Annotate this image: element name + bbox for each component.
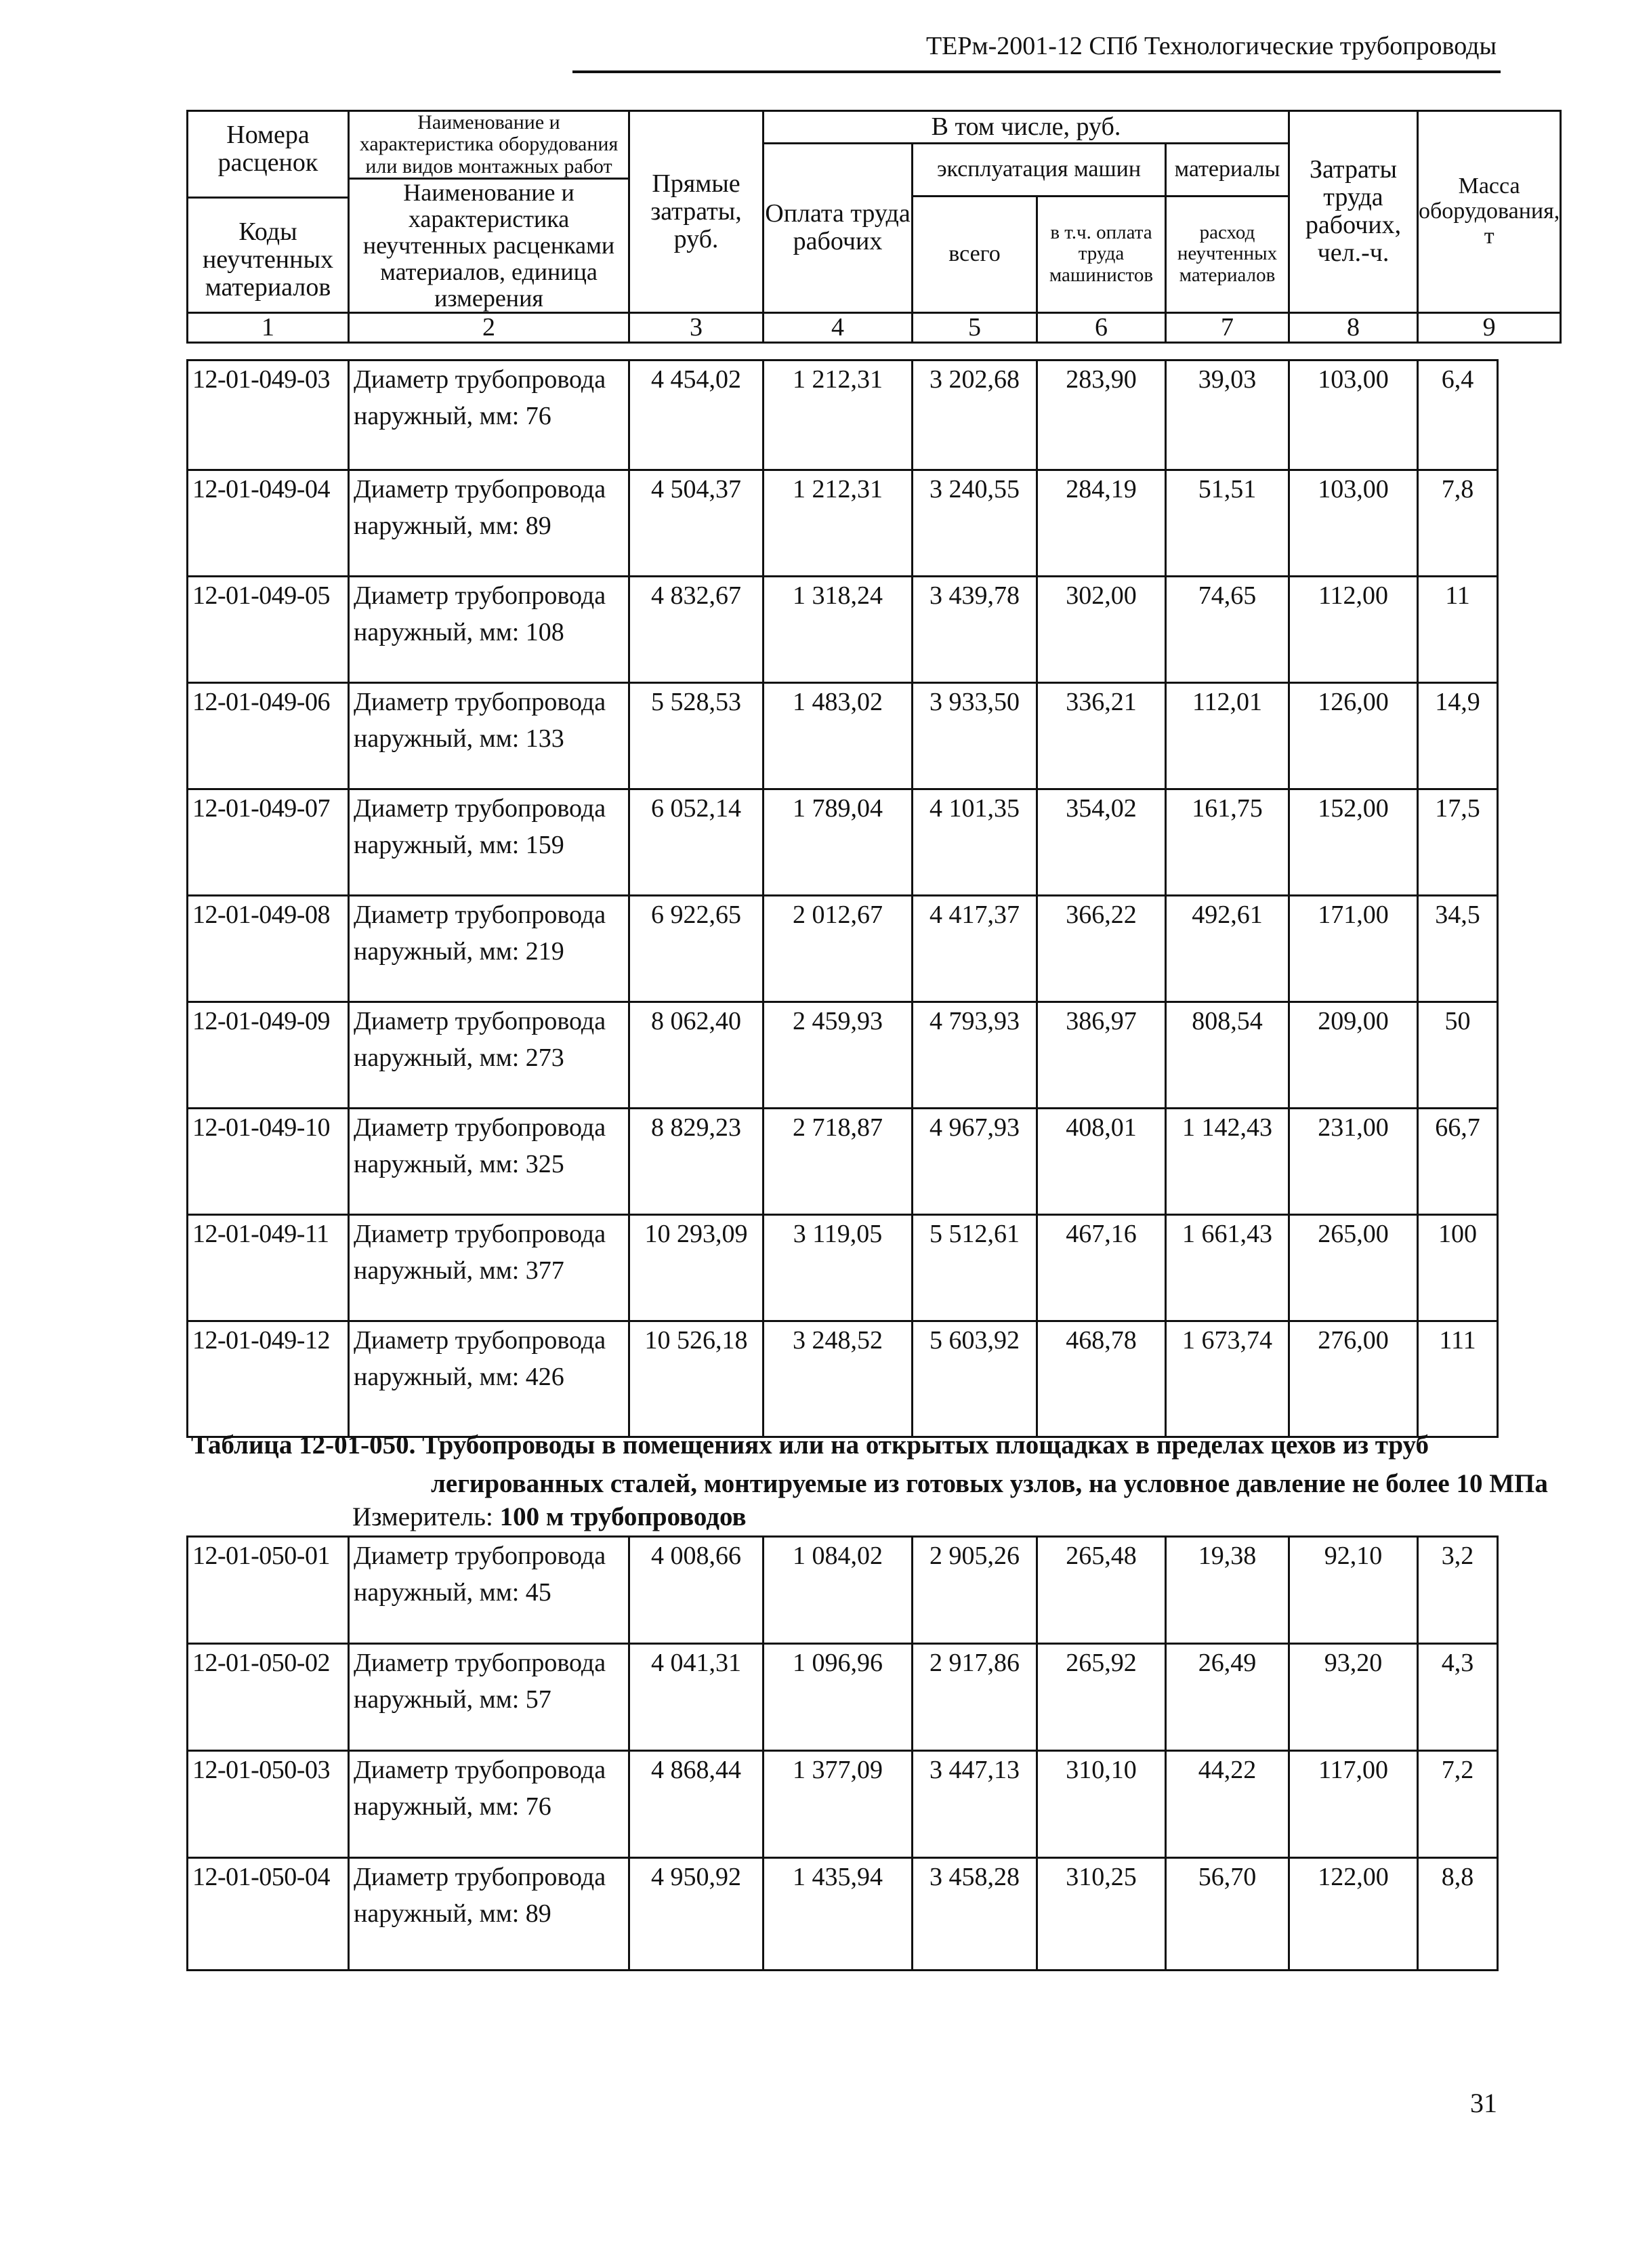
table-row <box>188 1858 1498 1971</box>
materials-cost: 492,61 <box>1166 896 1289 1002</box>
rate-name <box>349 789 629 896</box>
rate-name-line2: наружный, мм: 89 <box>354 1899 551 1928</box>
labor-cost: 1 212,31 <box>764 470 913 577</box>
rate-name <box>349 1644 629 1751</box>
rate-name <box>349 577 629 683</box>
materials-cost: 26,49 <box>1166 1644 1289 1751</box>
materials-cost: 1 673,74 <box>1166 1321 1289 1437</box>
rate-code: 12-01-050-04 <box>188 1858 349 1971</box>
rate-name-line1: Диаметр трубопровода <box>354 1326 606 1355</box>
labor-hours: 209,00 <box>1289 1002 1418 1109</box>
col2-top-label: Наименование и характеристика оборудования или видов монтажных работ <box>359 111 619 178</box>
rate-name-line1: Диаметр трубопровода <box>354 688 606 716</box>
machines-cost: 2 917,86 <box>913 1644 1037 1751</box>
rate-code: 12-01-049-08 <box>188 896 349 1002</box>
equipment-mass: 100 <box>1418 1215 1498 1321</box>
rate-name-line2: наружный, мм: 45 <box>354 1578 551 1607</box>
labor-cost: 1 096,96 <box>764 1644 913 1751</box>
rates-table-050 <box>186 1535 1499 1971</box>
machines-cost: 2 905,26 <box>913 1537 1037 1644</box>
rate-name-line2: наружный, мм: 273 <box>354 1044 564 1072</box>
rate-code: 12-01-049-04 <box>188 470 349 577</box>
col-machines-header: всего <box>913 196 1037 312</box>
table-row <box>188 789 1498 896</box>
direct-cost: 5 528,53 <box>629 683 764 789</box>
machines-cost: 3 458,28 <box>913 1858 1037 1971</box>
rate-code: 12-01-050-02 <box>188 1644 349 1751</box>
col-hours-header: Затраты труда рабочих, чел.-ч. <box>1289 111 1418 313</box>
rate-name <box>349 470 629 577</box>
direct-cost: 10 526,18 <box>629 1321 764 1437</box>
equipment-mass: 8,8 <box>1418 1858 1498 1971</box>
col1-divider <box>187 197 349 199</box>
materials-cost: 44,22 <box>1166 1751 1289 1858</box>
rate-name-line1: Диаметр трубопровода <box>354 1649 606 1677</box>
labor-cost: 1 789,04 <box>764 789 913 896</box>
measure-label: Измеритель: <box>352 1502 493 1531</box>
direct-cost: 8 062,40 <box>629 1002 764 1109</box>
labor-cost: 2 718,87 <box>764 1109 913 1215</box>
group-header: В том числе, руб. <box>764 111 1289 144</box>
direct-cost: 4 868,44 <box>629 1751 764 1858</box>
measure-line <box>352 1502 747 1532</box>
direct-cost: 4 041,31 <box>629 1644 764 1751</box>
rate-name-line1: Диаметр трубопровода <box>354 475 606 503</box>
rate-name <box>349 1109 629 1215</box>
equipment-mass: 50 <box>1418 1002 1498 1109</box>
col-name-header <box>349 111 629 313</box>
labor-hours: 93,20 <box>1289 1644 1418 1751</box>
labor-cost: 1 212,31 <box>764 360 913 470</box>
col-operators-header: в т.ч. оплата труда машинистов <box>1037 196 1166 312</box>
labor-cost: 1 435,94 <box>764 1858 913 1971</box>
col-number: 3 <box>629 312 764 342</box>
direct-cost: 10 293,09 <box>629 1215 764 1321</box>
machines-cost: 3 240,55 <box>913 470 1037 577</box>
materials-cost: 51,51 <box>1166 470 1289 577</box>
col-mass-header: Масса оборудования, т <box>1418 111 1561 313</box>
rate-name-line1: Диаметр трубопровода <box>354 794 606 823</box>
operators-cost: 283,90 <box>1037 360 1166 470</box>
rate-name <box>349 1002 629 1109</box>
labor-cost: 1 483,02 <box>764 683 913 789</box>
rate-name <box>349 360 629 470</box>
materials-cost: 808,54 <box>1166 1002 1289 1109</box>
col-number: 2 <box>349 312 629 342</box>
table-row <box>188 1215 1498 1321</box>
machines-cost: 5 603,92 <box>913 1321 1037 1437</box>
rate-code: 12-01-049-11 <box>188 1215 349 1321</box>
rate-code: 12-01-049-09 <box>188 1002 349 1109</box>
machines-cost: 4 967,93 <box>913 1109 1037 1215</box>
rate-name-line2: наружный, мм: 57 <box>354 1685 551 1714</box>
rate-name <box>349 1537 629 1644</box>
rate-name-line1: Диаметр трубопровода <box>354 1863 606 1891</box>
rate-name-line2: наружный, мм: 89 <box>354 512 551 540</box>
labor-hours: 276,00 <box>1289 1321 1418 1437</box>
direct-cost: 4 504,37 <box>629 470 764 577</box>
table-caption-line1: Таблица 12-01-050. Трубопроводы в помещениях или на открытых площадках в пределах цехов из труб <box>191 1430 1429 1460</box>
labor-hours: 152,00 <box>1289 789 1418 896</box>
rate-name <box>349 896 629 1002</box>
rate-name-line1: Диаметр трубопровода <box>354 1113 606 1142</box>
direct-cost: 4 454,02 <box>629 360 764 470</box>
labor-cost: 3 119,05 <box>764 1215 913 1321</box>
rate-name-line2: наружный, мм: 108 <box>354 618 564 646</box>
machines-cost: 3 202,68 <box>913 360 1037 470</box>
rate-name <box>349 683 629 789</box>
labor-hours: 126,00 <box>1289 683 1418 789</box>
table-row <box>188 683 1498 789</box>
rate-code: 12-01-049-03 <box>188 360 349 470</box>
col-number: 5 <box>913 312 1037 342</box>
rate-code: 12-01-049-12 <box>188 1321 349 1437</box>
direct-cost: 6 922,65 <box>629 896 764 1002</box>
labor-cost: 1 377,09 <box>764 1751 913 1858</box>
col-number: 1 <box>188 312 349 342</box>
equipment-mass: 17,5 <box>1418 789 1498 896</box>
rate-name-line2: наружный, мм: 377 <box>354 1256 564 1285</box>
labor-hours: 112,00 <box>1289 577 1418 683</box>
table-caption-line2: легированных сталей, монтируемые из готовых узлов, на условное давление не более 10 МПа <box>431 1469 1548 1498</box>
equipment-mass: 34,5 <box>1418 896 1498 1002</box>
rate-code: 12-01-050-03 <box>188 1751 349 1858</box>
rates-table-050-body <box>188 1537 1498 1971</box>
equipment-mass: 66,7 <box>1418 1109 1498 1215</box>
rate-name-line2: наружный, мм: 76 <box>354 1792 551 1821</box>
rates-table-049-body <box>188 360 1498 1437</box>
col1-bottom-label: Коды неучтенных материалов <box>202 218 334 302</box>
col-materials-header: расход неучтенных материалов <box>1166 196 1289 312</box>
machines-cost: 4 793,93 <box>913 1002 1037 1109</box>
page-header-title: ТЕРм-2001-12 СПб Технологические трубопроводы <box>925 32 1497 60</box>
labor-cost: 2 459,93 <box>764 1002 913 1109</box>
rate-name-line2: наружный, мм: 133 <box>354 724 564 753</box>
table-row <box>188 1321 1498 1437</box>
rate-name-line1: Диаметр трубопровода <box>354 581 606 610</box>
equipment-mass: 7,8 <box>1418 470 1498 577</box>
labor-hours: 265,00 <box>1289 1215 1418 1321</box>
operators-cost: 310,10 <box>1037 1751 1166 1858</box>
materials-cost: 1 661,43 <box>1166 1215 1289 1321</box>
rate-name-line2: наружный, мм: 159 <box>354 831 564 859</box>
col-number: 7 <box>1166 312 1289 342</box>
equipment-mass: 11 <box>1418 577 1498 683</box>
table-row <box>188 1109 1498 1215</box>
table-row <box>188 1644 1498 1751</box>
direct-cost: 4 008,66 <box>629 1537 764 1644</box>
rate-code: 12-01-049-06 <box>188 683 349 789</box>
machines-cost: 4 417,37 <box>913 896 1037 1002</box>
col-number: 6 <box>1037 312 1166 342</box>
labor-hours: 122,00 <box>1289 1858 1418 1971</box>
equipment-mass: 6,4 <box>1418 360 1498 470</box>
table-header <box>186 110 1562 344</box>
page-number: 31 <box>1470 2088 1497 2118</box>
table-row <box>188 896 1498 1002</box>
rate-name-line2: наружный, мм: 219 <box>354 937 564 966</box>
rate-name <box>349 1751 629 1858</box>
rate-name-line1: Диаметр трубопровода <box>354 365 606 394</box>
col1-top-label: Номера расценок <box>217 121 318 178</box>
rate-name <box>349 1215 629 1321</box>
rate-name-line1: Диаметр трубопровода <box>354 1542 606 1570</box>
machines-cost: 3 439,78 <box>913 577 1037 683</box>
rate-name-line1: Диаметр трубопровода <box>354 1007 606 1035</box>
rate-name <box>349 1321 629 1437</box>
rates-table-049 <box>186 359 1499 1438</box>
machines-cost: 3 447,13 <box>913 1751 1037 1858</box>
machines-cost: 3 933,50 <box>913 683 1037 789</box>
labor-cost: 1 318,24 <box>764 577 913 683</box>
rate-code: 12-01-049-05 <box>188 577 349 683</box>
measure-value: 100 м трубопроводов <box>499 1502 747 1531</box>
materials-cost: 19,38 <box>1166 1537 1289 1644</box>
machines-cost: 4 101,35 <box>913 789 1037 896</box>
table-row <box>188 577 1498 683</box>
col-labor-header: Оплата труда рабочих <box>764 144 913 313</box>
rate-name-line1: Диаметр трубопровода <box>354 1220 606 1248</box>
operators-cost: 467,16 <box>1037 1215 1166 1321</box>
operators-cost: 302,00 <box>1037 577 1166 683</box>
rate-name-line1: Диаметр трубопровода <box>354 901 606 929</box>
col-number: 8 <box>1289 312 1418 342</box>
direct-cost: 6 052,14 <box>629 789 764 896</box>
labor-cost: 2 012,67 <box>764 896 913 1002</box>
materials-cost: 56,70 <box>1166 1858 1289 1971</box>
col-number: 4 <box>764 312 913 342</box>
table-row <box>188 1751 1498 1858</box>
equipment-mass: 3,2 <box>1418 1537 1498 1644</box>
rate-code: 12-01-049-10 <box>188 1109 349 1215</box>
materials-cost: 112,01 <box>1166 683 1289 789</box>
table-row <box>188 360 1498 470</box>
col-direct-header: Прямые затраты, руб. <box>629 111 764 313</box>
labor-hours: 171,00 <box>1289 896 1418 1002</box>
equipment-mass: 7,2 <box>1418 1751 1498 1858</box>
labor-hours: 117,00 <box>1289 1751 1418 1858</box>
materials-group-header: материалы <box>1166 144 1289 197</box>
direct-cost: 4 950,92 <box>629 1858 764 1971</box>
labor-hours: 103,00 <box>1289 360 1418 470</box>
labor-hours: 103,00 <box>1289 470 1418 577</box>
operators-cost: 284,19 <box>1037 470 1166 577</box>
rate-code: 12-01-050-01 <box>188 1537 349 1644</box>
header-rule <box>572 70 1501 73</box>
labor-hours: 231,00 <box>1289 1109 1418 1215</box>
direct-cost: 4 832,67 <box>629 577 764 683</box>
rate-name-line1: Диаметр трубопровода <box>354 1756 606 1784</box>
operators-cost: 265,48 <box>1037 1537 1166 1644</box>
operators-cost: 386,97 <box>1037 1002 1166 1109</box>
operators-cost: 265,92 <box>1037 1644 1166 1751</box>
operators-cost: 366,22 <box>1037 896 1166 1002</box>
operators-cost: 408,01 <box>1037 1109 1166 1215</box>
operators-cost: 468,78 <box>1037 1321 1166 1437</box>
labor-cost: 3 248,52 <box>764 1321 913 1437</box>
materials-cost: 74,65 <box>1166 577 1289 683</box>
rate-name-line2: наружный, мм: 76 <box>354 402 551 430</box>
col-number: 9 <box>1418 312 1561 342</box>
equipment-mass: 4,3 <box>1418 1644 1498 1751</box>
labor-hours: 92,10 <box>1289 1537 1418 1644</box>
operators-cost: 354,02 <box>1037 789 1166 896</box>
rate-name-line2: наружный, мм: 426 <box>354 1363 564 1391</box>
machines-group-header: эксплуатация машин <box>913 144 1166 197</box>
equipment-mass: 111 <box>1418 1321 1498 1437</box>
machines-cost: 5 512,61 <box>913 1215 1037 1321</box>
materials-cost: 161,75 <box>1166 789 1289 896</box>
equipment-mass: 14,9 <box>1418 683 1498 789</box>
table-row <box>188 1002 1498 1109</box>
rate-name <box>349 1858 629 1971</box>
operators-cost: 310,25 <box>1037 1858 1166 1971</box>
labor-cost: 1 084,02 <box>764 1537 913 1644</box>
materials-cost: 1 142,43 <box>1166 1109 1289 1215</box>
operators-cost: 336,21 <box>1037 683 1166 789</box>
table-row <box>188 1537 1498 1644</box>
col2-bottom-label: Наименование и характеристика неучтенных расценками материалов, единица измерения <box>362 179 615 312</box>
rate-name-line2: наружный, мм: 325 <box>354 1150 564 1178</box>
table-row <box>188 470 1498 577</box>
col-codes-header <box>188 111 349 313</box>
materials-cost: 39,03 <box>1166 360 1289 470</box>
direct-cost: 8 829,23 <box>629 1109 764 1215</box>
rate-code: 12-01-049-07 <box>188 789 349 896</box>
